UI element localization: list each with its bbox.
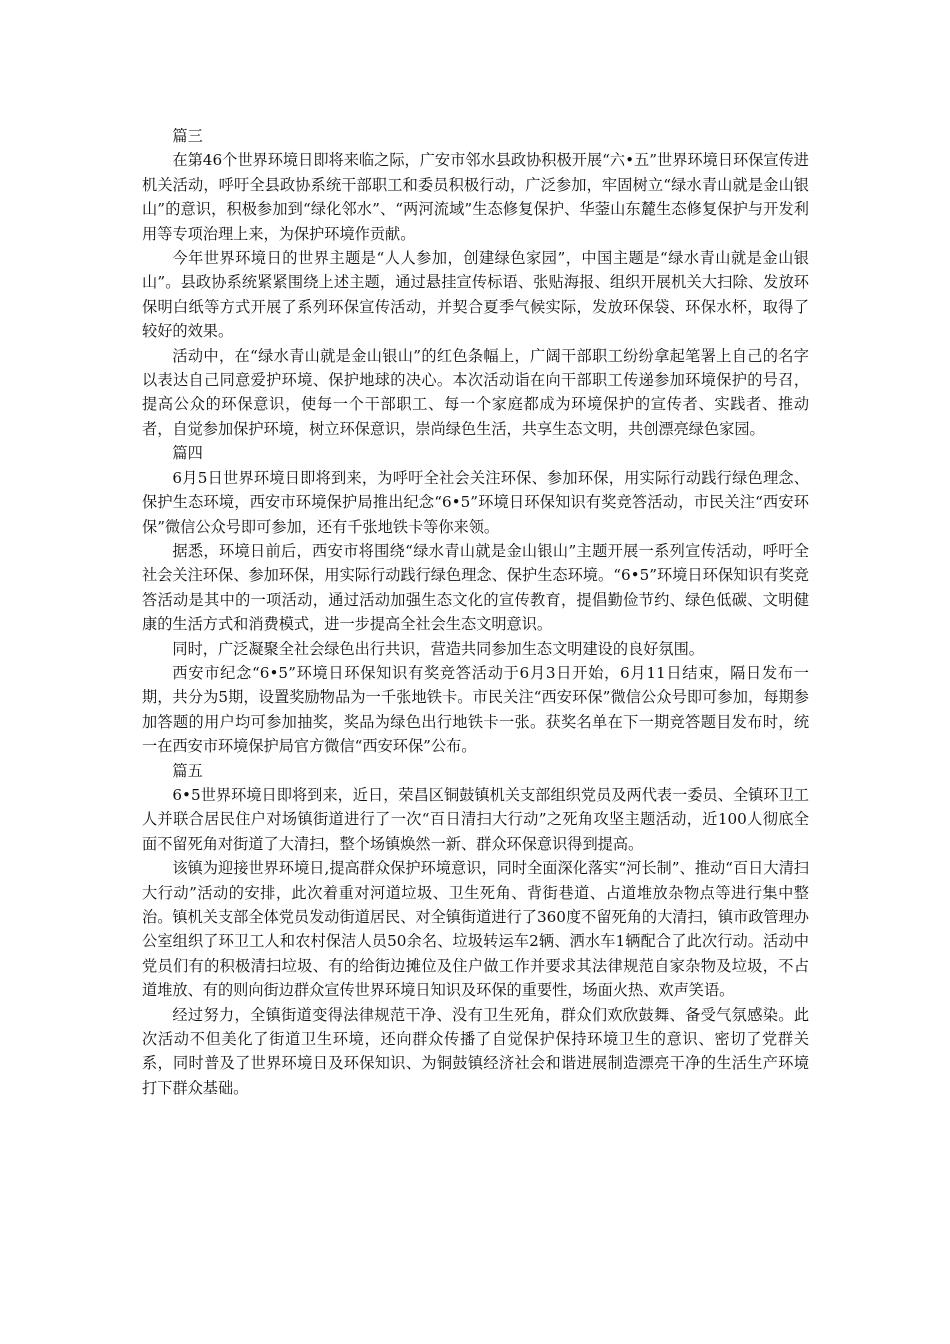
section-heading-4: 篇四 [172, 444, 203, 463]
paragraph: 活动中，在“绿水青山就是金山银山”的红色条幅上，广阔干部职工纷纷拿起笔署上自己的名字以表达自己同意爱护环境、保护地球的决心。本次活动诣在向干部职工传递参加环境保护的号召，提高公众的环保意识，使每一个干部职工、每一个家庭都成为环境保护的宣传者、实践者、推动者，自觉参加保护环境，树立环保意识，崇尚绿色生活，共享生态文明，共创漂亮绿色家园。 [142, 346, 809, 438]
paragraph: 西安市纪念“6•5”环境日环保知识有奖竞答活动于6月3日开始，6月11日结束，隔日发布一期，共分为5期，设置奖励物品为一千张地铁卡。市民关注“西安环保”微信公众号即可参加，每期参加答题的用户均可参加抽奖，奖品为绿色出行地铁卡一张。获奖名单在下一期竞答题目发布时，统一在西安市环境保护局官方微信“西安环保”公布。 [142, 663, 809, 756]
section-heading-5: 篇五 [172, 761, 203, 780]
section-heading-3: 篇三 [172, 127, 203, 145]
paragraph: 今年世界环境日的世界主题是“人人参加，创建绿色家园”，中国主题是“绿水青山就是金山银山”。县政协系统紧紧围绕上述主题，通过悬挂宣传标语、张贴海报、组织开展机关大扫除、发放环保明白纸等方式开展了系列环保宣传活动，并契合夏季气候实际，发放环保袋、环保水杯，取得了较好的效果。 [142, 249, 809, 341]
paragraph: 经过努力，全镇街道变得法律规范干净、没有卫生死角，群众们欢欣鼓舞、备受气氛感染。此次活动不但美化了街道卫生环境，还向群众传播了自觉保护保持环境卫生的意识、密切了党群关系，同时普及了世界环境日及环保知识、为铜鼓镇经济社会和谐进展制造漂亮干净的生活生产环境打下群众基础。 [142, 1005, 809, 1097]
paragraph: 该镇为迎接世界环境日,提高群众保护环境意识，同时全面深化落实“河长制”、推动“百日大清扫大行动”活动的安排，此次着重对河道垃圾、卫生死角、背街巷道、占道堆放杂物点等进行集中整治。镇机关支部全体党员发动街道居民、对全镇街道进行了360度不留死角的大清扫，镇市政管理办公室组织了环卫工人和农村保洁人员50余名、垃圾转运车2辆、洒水车1辆配合了此次行动。活动中党员们有的积极清扫垃圾、有的给街边摊位及住户做工作并要求其法律规范自家杂物及垃圾，不占道堆放、有的则向街边群众宣传世界环境日知识及环保的重要性，场面火热、欢声笑语。 [142, 859, 809, 1000]
paragraph: 在第46个世界环境日即将来临之际，广安市邻水县政协积极开展“六•五”世界环境日环保宣传进机关活动，呼吁全县政协系统干部职工和委员积极行动，广泛参加，牢固树立“绿水青山就是金山银山”的意识，积极参加到“绿化邻水”、“两河流域”生态修复保护、华蓥山东麓生态修复保护与开发利用等专项治理上来，为保护环境作贡献。 [142, 151, 809, 243]
paragraph: 6月5日世界环境日即将到来，为呼吁全社会关注环保、参加环保，用实际行动践行绿色理念、保护生态环境，西安市环境保护局推出纪念“6•5”环境日环保知识有奖竞答活动，市民关注“西安环保”微信公众号即可参加，还有千张地铁卡等你来领。 [142, 468, 809, 536]
paragraph: 据悉，环境日前后，西安市将围绕“绿水青山就是金山银山”主题开展一系列宣传活动，呼吁全社会关注环保、参加环保，用实际行动践行绿色理念、保护生态环境。“6•5”环境日环保知识有奖竞答活动是其中的一项活动，通过活动加强生态文化的宣传教育，提倡勤俭节约、绿色低碳、文明健康的生活方式和消费模式，进一步提高全社会生态文明意识。 [142, 541, 809, 634]
paragraph: 6•5世界环境日即将到来，近日，荣昌区铜鼓镇机关支部组织党员及两代表一委员、全镇环卫工人并联合居民住户对场镇街道进行了一次“百日清扫大行动”之死角攻坚主题活动，近100人彻底全面不留死角对街道了大清扫，整个场镇焕然一新、群众环保意识得到提高。 [142, 785, 809, 853]
paragraph: 同时，广泛凝聚全社会绿色出行共识，营造共同参加生态文明建设的良好氛围。 [172, 639, 704, 658]
document-page [142, 124, 809, 1100]
